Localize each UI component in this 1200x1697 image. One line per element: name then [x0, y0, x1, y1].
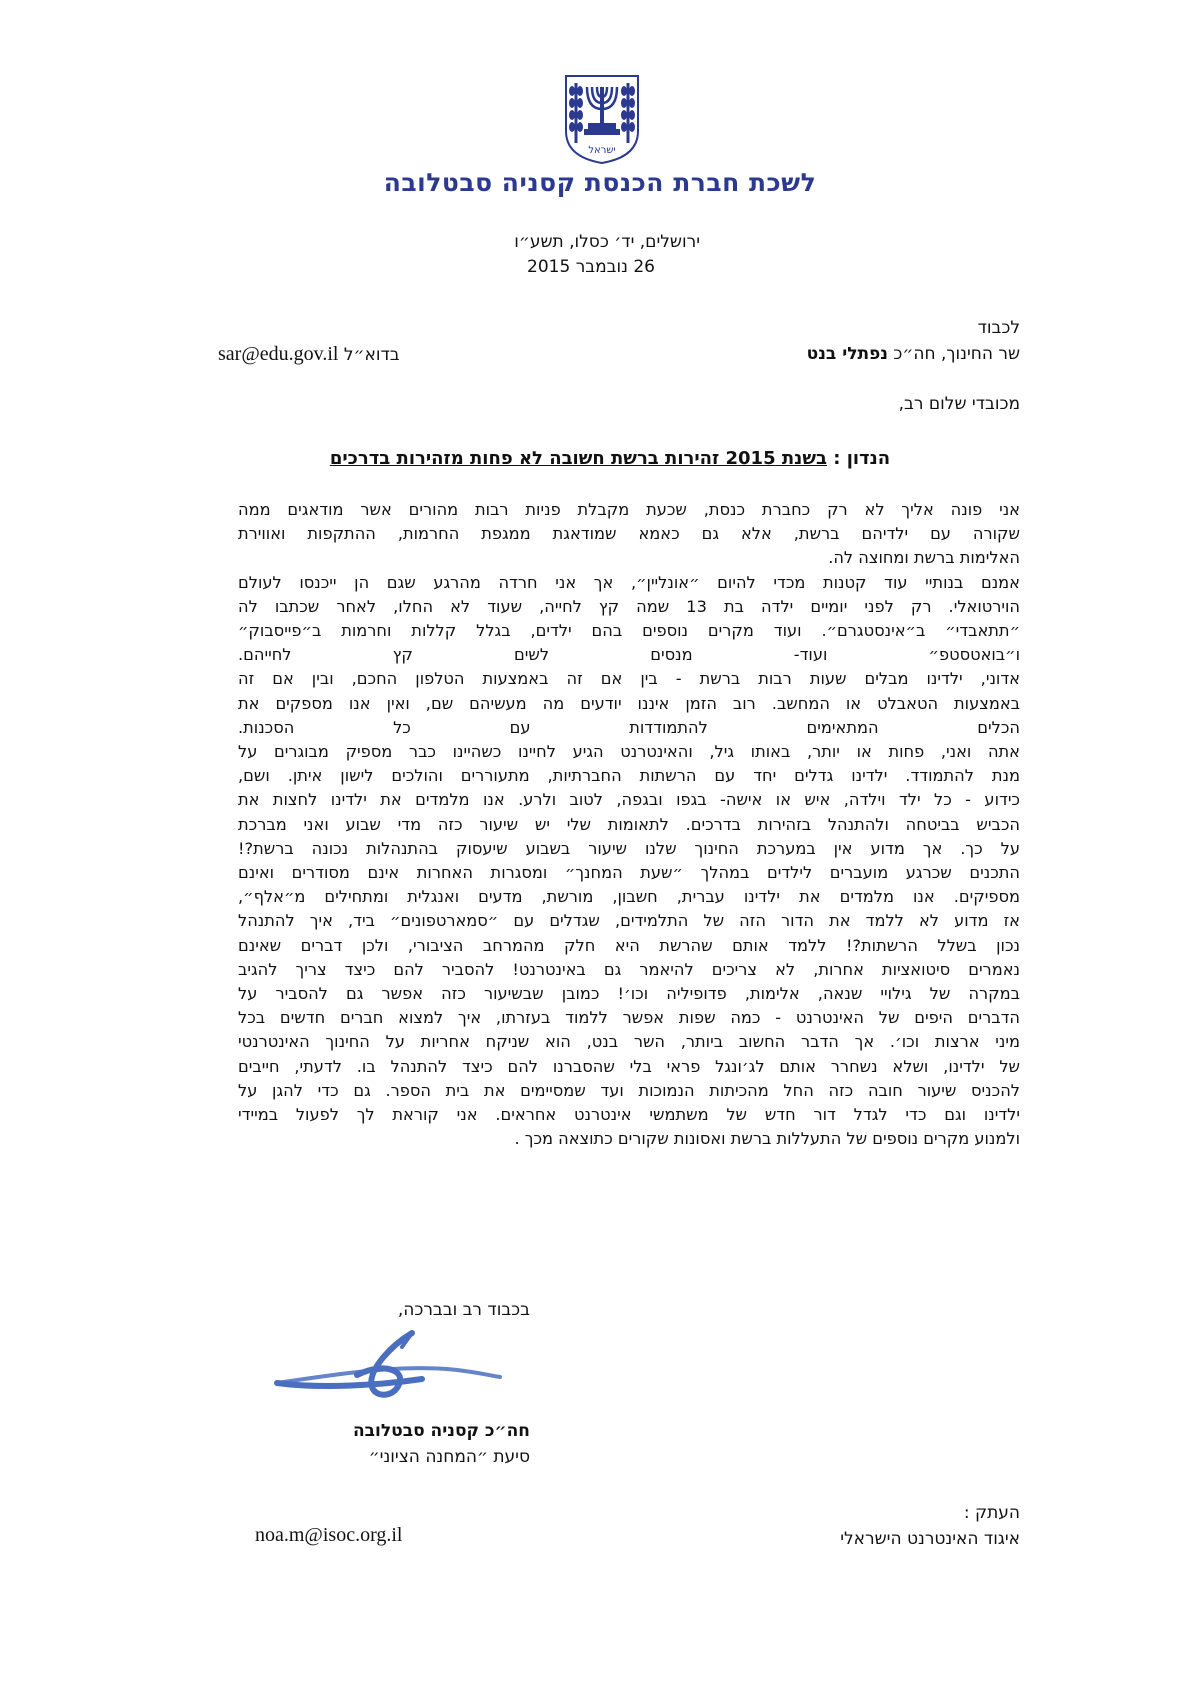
emblem-caption: ישראל [588, 145, 616, 156]
letter-body [238, 498, 1020, 1151]
subject-line [200, 448, 1020, 469]
state-emblem-icon [562, 73, 642, 165]
recipient-email-block [218, 341, 400, 368]
body-line: הכלים המתאימים להתמודדות עם כל הסכנות. [238, 717, 1020, 737]
body-line: במקרה של גילויי שנאה, אלימות, פדופיליה וכו׳! כמובן שבשיעור כזה אפשר גם להסביר על [238, 984, 1020, 1004]
date-block [420, 230, 700, 280]
cc-email-link[interactable]: noa.m@isoc.org.il [255, 1524, 403, 1546]
office-title: לשכת חברת הכנסת קסניה סבטלובה [383, 168, 817, 197]
body-line: נאמרים סיטואציות אחרות, לא צריכים להיאמר גם באינטרנט! להסביר להם כיצד צריך להגיב [238, 959, 1020, 979]
body-line: הוירטואלי. רק לפני יומיים ילדה בת 13 שמה קץ לחייה, שעוד לא החלו, לאחר שכתבו לה [238, 596, 1020, 616]
body-line: הדברים היפים של האינטרנט - כמה שפות אפשר ללמוד בעזרתו, איך למצוא חברים חדשים בכל [238, 1008, 1020, 1028]
body-line: שקורה עם ילדיהם ברשת, אלא גם כאמא שמודאגת ממגפת החרמות, ההתקפות ואווירת [238, 524, 1020, 544]
signer-name: חה״כ קסניה סבטלובה [353, 1421, 530, 1441]
closing: בכבוד רב ובברכה, [397, 1300, 530, 1320]
body-line: של ילדינו, ושלא נשחרר אותם לג׳ונגל פראי בלי שהסברנו להם כיצד להתנהל בו. לדעתי, חייבים [238, 1056, 1020, 1076]
body-line: האלימות ברשת ומחוצה לה. [828, 548, 1020, 568]
cc-block [520, 1500, 1020, 1552]
recipient-email-link[interactable]: sar@edu.gov.il [218, 343, 339, 365]
body-line: אמנם בנותיי עוד קטנות מכדי להיום ״אונליין״, אך אני חרדה מהרגע שגם הן ייכנסו לעולם [238, 572, 1020, 592]
handwritten-signature [272, 1325, 502, 1415]
signer-party: סיעת ״המחנה הציוני״ [368, 1447, 530, 1467]
body-line: מיני ארצות וכו׳. אך הדבר החשוב ביותר, השר בנט, הוא שניקח אחריות על החינוך האינטרנטי [238, 1032, 1020, 1052]
salutation-line: לכבוד [977, 318, 1020, 338]
body-line: ו״בואטסטפ״ ועוד- מנסים לשים קץ לחייהם. [238, 645, 1020, 665]
body-line: מנת להתמודד. ילדינו גדלים יחד עם הרשתות החברתיות, מתעוררים והולכים לישון איתן. ושם, [238, 766, 1020, 786]
email-label: בדוא״ל [338, 345, 400, 365]
greeting: מכובדי שלום רב, [898, 394, 1020, 414]
body-line: מספיקים. אנו מלמדים את ילדינו עברית, חשבון, מורשת, מדעים ואנגלית ומתחילים מ״אלף״, [238, 887, 1020, 907]
body-line: על כך. אך מדוע אין במערכת החינוך שלנו שיעור בשבוע שיעסוק בהתנהלות נכונה ברשת?! [238, 838, 1020, 858]
body-line: נכון בשלל הרשתות?! ללמד אותם שהרשת היא חלק מהמרחב הציבורי, ולכן דברים שאינם [238, 935, 1020, 955]
subject-text: בשנת 2015 זהירות ברשת חשובה לא פחות מזהירות בדרכים [329, 448, 827, 469]
body-line: אז מדוע לא ללמד את הדור הזה של התלמידים, שגדלים עם ״סמארטפונים״ ביד, איך להתנהל [238, 911, 1020, 931]
gregorian-date: 26 נובמבר 2015 [527, 257, 655, 277]
body-line: ולמנוע מקרים נוספים של התעללות ברשת ואסונות שקורים כתוצאה מכך . [514, 1129, 1020, 1149]
recipient-title: שר החינוך, חה״כ [888, 344, 1020, 364]
body-line: התכנים שכרגע מועברים לילדים במהלך ״שעת המחנך״ ומסגרות האחרות אינם מסודרים ואינם [238, 863, 1020, 883]
body-line: באמצעות הטאבלט או המחשב. רוב הזמן איננו יודעים מה מעשיהם שם, ואין אנו מספקים את [238, 693, 1020, 713]
hebrew-date: ירושלים, יד׳ כסלו, תשע״ו [514, 232, 700, 252]
body-line: להכניס שיעור חובה כזה החל מהכיתות הנמוכות ועד שמסיימים את בית הספר. גם כדי להגן על [238, 1080, 1020, 1100]
recipient-block [420, 315, 1020, 367]
body-line: אדוני, ילדינו מבלים שעות רבות ברשת - בין אם זה באמצעות הטלפון החכם, ובין אם זה [238, 669, 1020, 689]
cc-label: העתק : [963, 1503, 1020, 1523]
subject-label: הנדון : [826, 448, 891, 469]
body-line: כידוע - כל ילד וילדה, איש או אישה- בגפו ובגפה, לטוב ולרע. אנו מלמדים את ילדינו לחצות את [238, 790, 1020, 810]
body-line: אתה ואני, פחות או יותר, באותו גיל, והאינטרנט הגיע לחיינו כשהיינו כבר מספיק מבוגרים על [238, 742, 1020, 762]
recipient-line [420, 341, 1020, 367]
body-line: ״תתאבדי״ ב״אינסטגרם״. ועוד מקרים נוספים בהם ילדים, בגלל קללות וחרמות ב״פייסבוק״ [238, 621, 1020, 641]
body-line: הכביש בביטחה ולהתנהל בזהירות בדרכים. לתאומות שלי יש שיעור כזה מדי שבוע ואני מברכת [238, 814, 1020, 834]
body-line: ילדינו וגם כדי לגדל דור חדש של משתמשי אינטרנט אחראים. אני קוראת לך לפעול במיידי [238, 1105, 1020, 1125]
body-line: אני פונה אליך לא רק כחברת כנסת, שכעת מקבלת פניות רבות מהורים אשר מודאגים ממה [238, 500, 1020, 519]
recipient-name: נפתלי בנט [806, 344, 888, 364]
cc-org: איגוד האינטרנט הישראלי [840, 1529, 1020, 1549]
signer-block [290, 1418, 530, 1470]
